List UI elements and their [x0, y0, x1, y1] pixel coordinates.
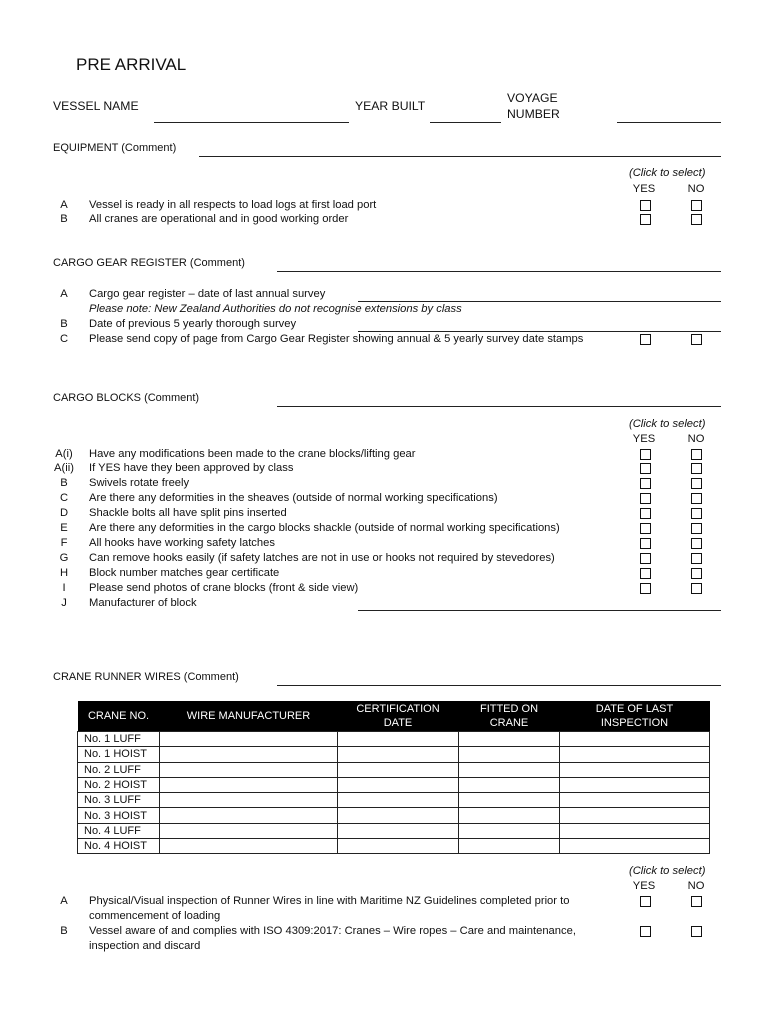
cargo-blocks-click-note: (Click to select)	[629, 418, 706, 430]
cargo-blocks-item-text: Please send photos of crane blocks (front & side view)	[89, 582, 359, 594]
table-cell[interactable]	[338, 823, 459, 838]
cargo-blocks-item-text: Swivels rotate freely	[89, 477, 190, 489]
table-cell[interactable]	[338, 777, 459, 792]
table-row	[78, 747, 710, 762]
runner-wires-a-no-checkbox[interactable]	[691, 896, 702, 907]
equipment-a-text: Vessel is ready in all respects to load logs at first load port	[89, 199, 377, 211]
voyage-number-field[interactable]	[617, 122, 721, 123]
runner-wires-b-no-checkbox[interactable]	[691, 926, 702, 937]
table-header-row	[78, 701, 710, 732]
table-cell[interactable]	[560, 808, 710, 823]
voyage-label-line2: NUMBER	[507, 107, 560, 121]
cargo-blocks-item-text: Block number matches gear certificate	[89, 567, 280, 579]
table-row	[78, 762, 710, 777]
cargo-blocks-item-letter: G	[59, 552, 69, 564]
runner-wires-b-line2: inspection and discard	[89, 940, 201, 952]
cargo-gear-b-text: Date of previous 5 yearly thorough survey	[89, 318, 297, 330]
equipment-b-letter: B	[60, 213, 68, 225]
col-wire-manufacturer	[160, 701, 338, 732]
cargo-blocks-item-no-checkbox[interactable]	[691, 538, 702, 549]
equipment-a-no-checkbox[interactable]	[691, 200, 702, 211]
table-cell[interactable]	[560, 732, 710, 747]
cargo-gear-c-text: Please send copy of page from Cargo Gear Register showing annual & 5 yearly survey date stamps	[89, 333, 584, 345]
runner-wires-a-letter: A	[60, 895, 68, 907]
cargo-blocks-item-yes-checkbox[interactable]	[640, 478, 651, 489]
cargo-blocks-item-yes-checkbox[interactable]	[640, 523, 651, 534]
col-certification-date	[338, 701, 459, 732]
equipment-a-yes-checkbox[interactable]	[640, 200, 651, 211]
equipment-b-yes-checkbox[interactable]	[640, 214, 651, 225]
cargo-gear-b-letter: B	[60, 318, 68, 330]
table-cell[interactable]	[338, 808, 459, 823]
cargo-blocks-item-letter: B	[60, 477, 68, 489]
runner-wires-table	[77, 701, 710, 854]
cargo-blocks-j-text: Manufacturer of block	[89, 597, 197, 609]
col-wire-manufacturer-label: WIRE MANUFACTURER	[186, 710, 311, 722]
table-cell[interactable]	[459, 777, 560, 792]
cargo-blocks-item-yes-checkbox[interactable]	[640, 538, 651, 549]
cargo-blocks-item-yes-checkbox[interactable]	[640, 553, 651, 564]
table-cell[interactable]	[160, 839, 338, 854]
equipment-a-letter: A	[60, 199, 68, 211]
cargo-blocks-item-yes-checkbox[interactable]	[640, 583, 651, 594]
cargo-gear-a-text: Cargo gear register – date of last annual survey	[89, 288, 326, 300]
cargo-blocks-item-text: All hooks have working safety latches	[89, 537, 275, 549]
cargo-blocks-j-letter: J	[61, 597, 67, 609]
vessel-name-label: VESSEL NAME	[53, 99, 139, 113]
table-cell[interactable]	[560, 793, 710, 808]
equipment-no-header: NO	[687, 183, 705, 195]
col-cert-line1: CERTIFICATION	[356, 703, 440, 715]
vessel-name-field[interactable]	[154, 122, 349, 123]
crane-no-cell: No. 4 HOIST	[78, 839, 160, 854]
cargo-blocks-item-yes-checkbox[interactable]	[640, 463, 651, 474]
table-cell[interactable]	[160, 808, 338, 823]
runner-wires-a-line2: commencement of loading	[89, 910, 221, 922]
table-row	[78, 732, 710, 747]
col-inspect-line1: DATE OF LAST	[595, 703, 674, 715]
cargo-blocks-item-text: If YES have they been approved by class	[89, 462, 294, 474]
equipment-yes-header: YES	[632, 183, 656, 195]
table-cell[interactable]	[338, 762, 459, 777]
table-cell[interactable]	[459, 762, 560, 777]
table-cell[interactable]	[560, 762, 710, 777]
table-cell[interactable]	[459, 823, 560, 838]
crane-no-cell: No. 3 LUFF	[78, 793, 160, 808]
cargo-blocks-item-letter: A(i)	[55, 448, 73, 460]
col-date-of-last-inspection	[560, 701, 710, 732]
equipment-heading: EQUIPMENT (Comment)	[53, 142, 177, 154]
cargo-blocks-item-letter: F	[60, 537, 68, 549]
cargo-blocks-item-yes-checkbox[interactable]	[640, 449, 651, 460]
table-cell[interactable]	[338, 732, 459, 747]
runner-wires-yes-header: YES	[632, 880, 656, 892]
table-cell[interactable]	[560, 823, 710, 838]
equipment-click-note: (Click to select)	[629, 167, 706, 179]
cargo-blocks-item-no-checkbox[interactable]	[691, 493, 702, 504]
col-crane-no-label: CRANE NO.	[87, 710, 150, 722]
cargo-blocks-item-text: Can remove hooks easily (if safety latches are not in use or hooks not required by stevedores)	[89, 552, 555, 564]
voyage-label-line1: VOYAGE	[507, 91, 558, 105]
runner-wires-heading: CRANE RUNNER WIRES (Comment)	[53, 671, 239, 683]
cargo-blocks-item-yes-checkbox[interactable]	[640, 493, 651, 504]
cargo-gear-c-yes-checkbox[interactable]	[640, 334, 651, 345]
equipment-b-text: All cranes are operational and in good working order	[89, 213, 349, 225]
cargo-blocks-item-letter: E	[60, 522, 68, 534]
runner-wires-a-line1: Physical/Visual inspection of Runner Wires in line with Maritime NZ Guidelines completed prior to	[89, 895, 570, 907]
cargo-blocks-item-yes-checkbox[interactable]	[640, 568, 651, 579]
cargo-blocks-item-text: Are there any deformities in the cargo blocks shackle (outside of normal working specifications)	[89, 522, 560, 534]
runner-wires-b-line1: Vessel aware of and complies with ISO 4309:2017: Cranes – Wire ropes – Care and maintenance,	[89, 925, 576, 937]
col-inspect-line2: INSPECTION	[600, 717, 669, 729]
table-cell[interactable]	[338, 839, 459, 854]
crane-no-cell: No. 1 HOIST	[78, 747, 160, 762]
crane-no-cell: No. 2 LUFF	[78, 762, 160, 777]
table-cell[interactable]	[160, 793, 338, 808]
cargo-blocks-item-letter: C	[59, 492, 69, 504]
cargo-blocks-comment-field[interactable]	[277, 406, 721, 407]
crane-no-cell: No. 4 LUFF	[78, 823, 160, 838]
cargo-blocks-item-no-checkbox[interactable]	[691, 449, 702, 460]
table-cell[interactable]	[459, 747, 560, 762]
cargo-blocks-no-header: NO	[687, 433, 705, 445]
table-cell[interactable]	[560, 747, 710, 762]
five-yearly-survey-field[interactable]	[358, 331, 721, 332]
cargo-blocks-item-no-checkbox[interactable]	[691, 508, 702, 519]
page-title: PRE ARRIVAL	[76, 55, 187, 74]
cargo-blocks-item-letter: D	[59, 507, 69, 519]
table-cell[interactable]	[160, 732, 338, 747]
table-cell[interactable]	[459, 808, 560, 823]
cargo-blocks-item-letter: I	[62, 582, 66, 594]
cargo-gear-a-letter: A	[60, 288, 68, 300]
cargo-blocks-item-text: Have any modifications been made to the crane blocks/lifting gear	[89, 448, 416, 460]
table-row	[78, 808, 710, 823]
cargo-blocks-item-no-checkbox[interactable]	[691, 463, 702, 474]
crane-no-cell: No. 1 LUFF	[78, 732, 160, 747]
runner-wires-b-yes-checkbox[interactable]	[640, 926, 651, 937]
table-cell[interactable]	[459, 839, 560, 854]
year-built-field[interactable]	[430, 122, 501, 123]
table-cell[interactable]	[160, 762, 338, 777]
table-cell[interactable]	[560, 777, 710, 792]
table-cell[interactable]	[160, 823, 338, 838]
cargo-blocks-heading: CARGO BLOCKS (Comment)	[53, 392, 200, 404]
equipment-b-no-checkbox[interactable]	[691, 214, 702, 225]
year-built-label: YEAR BUILT	[355, 99, 426, 113]
col-fitted-on-crane	[459, 701, 560, 732]
col-fitted-line1: FITTED ON	[479, 703, 539, 715]
equipment-comment-field[interactable]	[199, 156, 721, 157]
cargo-blocks-item-no-checkbox[interactable]	[691, 553, 702, 564]
cargo-gear-c-letter: C	[59, 333, 69, 345]
table-row	[78, 839, 710, 854]
cargo-gear-comment-field[interactable]	[277, 271, 721, 272]
table-row	[78, 793, 710, 808]
table-row	[78, 777, 710, 792]
table-cell[interactable]	[160, 747, 338, 762]
table-cell[interactable]	[459, 793, 560, 808]
col-cert-line2: DATE	[383, 717, 413, 729]
runner-wires-a-yes-checkbox[interactable]	[640, 896, 651, 907]
cargo-blocks-yes-header: YES	[632, 433, 656, 445]
cargo-blocks-item-no-checkbox[interactable]	[691, 478, 702, 489]
runner-wires-b-letter: B	[60, 925, 68, 937]
cargo-blocks-item-text: Are there any deformities in the sheaves (outside of normal working specifications)	[89, 492, 498, 504]
runner-wires-click-note: (Click to select)	[629, 865, 706, 877]
block-manufacturer-field[interactable]	[358, 610, 721, 611]
cargo-blocks-item-text: Shackle bolts all have split pins inserted	[89, 507, 287, 519]
cargo-gear-heading: CARGO GEAR REGISTER (Comment)	[53, 257, 245, 269]
cargo-gear-a-note: Please note: New Zealand Authorities do not recognise extensions by class	[89, 303, 462, 315]
table-cell[interactable]	[338, 793, 459, 808]
crane-no-cell: No. 2 HOIST	[78, 777, 160, 792]
crane-no-cell: No. 3 HOIST	[78, 808, 160, 823]
cargo-blocks-item-yes-checkbox[interactable]	[640, 508, 651, 519]
cargo-blocks-item-no-checkbox[interactable]	[691, 583, 702, 594]
table-row	[78, 823, 710, 838]
cargo-blocks-item-no-checkbox[interactable]	[691, 568, 702, 579]
cargo-gear-c-no-checkbox[interactable]	[691, 334, 702, 345]
table-cell[interactable]	[459, 732, 560, 747]
annual-survey-date-field[interactable]	[358, 301, 721, 302]
runner-wires-comment-field[interactable]	[277, 685, 721, 686]
table-cell[interactable]	[560, 839, 710, 854]
col-fitted-line2: CRANE	[489, 717, 529, 729]
cargo-blocks-item-letter: H	[59, 567, 69, 579]
runner-wires-no-header: NO	[687, 880, 705, 892]
table-cell[interactable]	[338, 747, 459, 762]
cargo-blocks-item-letter: A(ii)	[54, 462, 74, 474]
cargo-blocks-item-no-checkbox[interactable]	[691, 523, 702, 534]
table-cell[interactable]	[160, 777, 338, 792]
col-crane-no	[78, 701, 160, 732]
